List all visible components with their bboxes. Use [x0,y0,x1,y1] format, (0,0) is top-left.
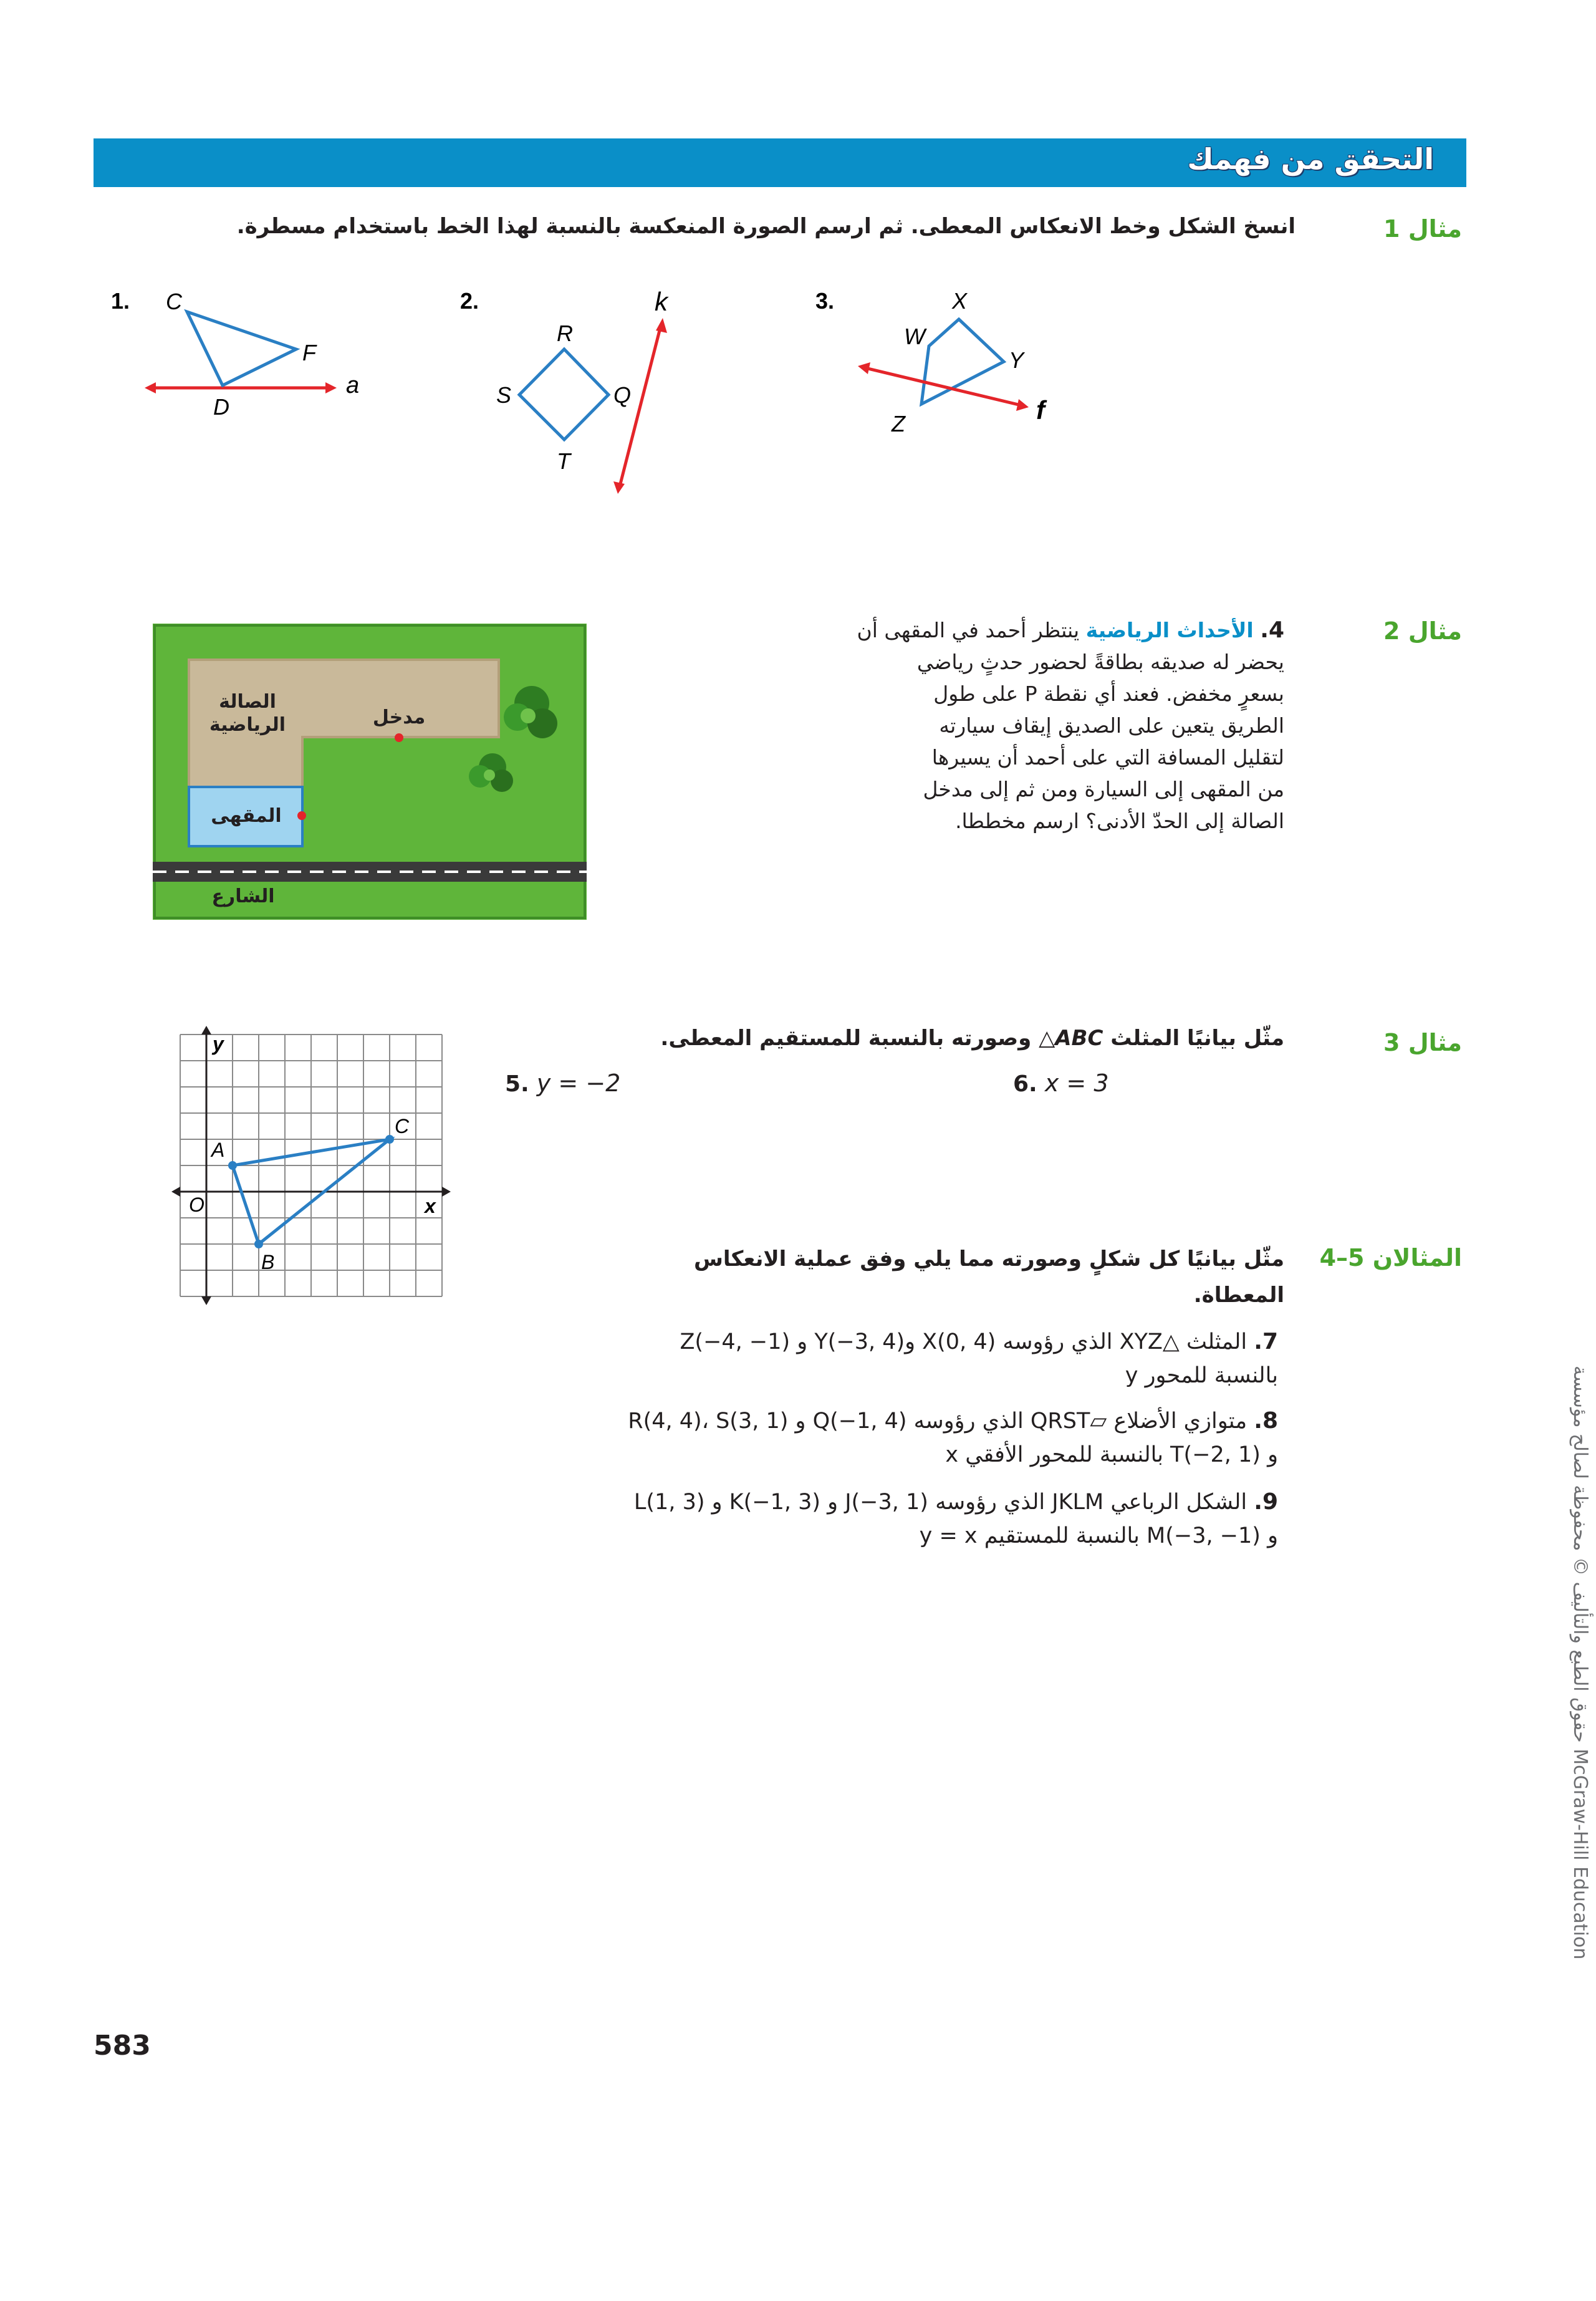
problem-4-line-1: ينتظر أحمد في المقهى أن [857,618,1080,642]
axis-label-x: x [425,1195,436,1217]
figure-2 [455,281,704,505]
x-axis-arrow-left [171,1187,180,1197]
exercise-6-number: 6. [1013,1071,1037,1097]
example-45-label: المثالان 5–4 [1319,1244,1462,1271]
label-entrance: مدخل [372,707,426,728]
arrowhead-bottom [613,481,625,494]
problem-4-number: 4. [1260,617,1284,643]
x-axis-arrow-right [442,1187,451,1197]
exercise-6-equation: x = 3 [1044,1069,1109,1097]
figure-2-number: 2. [460,288,479,314]
label-W: W [904,324,925,349]
example-1-instruction: انسخ الشكل وخط الانعكاس المعطى. ثم ارسم الصورة المنعكسة بالنسبة لهذا الخط باستخدام مسطرة. [236,214,1296,239]
label-hall-line-1: الصالة [219,692,276,712]
exercise-5 [505,1069,620,1097]
vertex-C [385,1135,394,1144]
problem-4-keyword: الأحداث الرياضية [1085,618,1254,642]
problem-4-line-4: الطريق يتعين على الصديق إيقاف سيارته [939,713,1284,738]
label-R: R [557,321,573,346]
instruction-line-1: مثّل بيانيًا كل شكلٍ وصورته مما يلي وفق عملية الانعكاس [693,1247,1284,1271]
label-Q: Q [613,382,632,408]
exercise-9-line-2: و M(−3, −1) بالنسبة للمستقيم y = x [919,1523,1278,1548]
label-cafe: المقهى [211,806,282,826]
example-2-label: مثال 2 [1383,617,1462,645]
label-f: f [1036,395,1045,425]
cafe-point [297,811,306,820]
problem-4-line-5: لتقليل المسافة التي على أحمد أن يسيرها [931,745,1284,769]
label-street: الشارع [211,886,275,907]
entrance-point [395,733,403,742]
exercise-8 [530,1404,1278,1472]
label-a: a [346,372,360,398]
grid-lines [180,1035,442,1296]
label-S: S [496,382,512,408]
exercise-8-line-2: و T(−2, 1) بالنسبة للمحور الأفقي x [945,1442,1278,1467]
section-title: التحقق من فهمك [1187,142,1434,176]
y-axis-arrow-up [201,1026,211,1035]
coordinate-graph [178,1032,452,1306]
arrowhead-left [858,362,870,374]
problem-4-line-2: يحضر له صديقه بطاقةً لحضور حدثٍ رياضي [916,650,1284,674]
exercise-8-line-1: متوازي الأضلاع ▱QRST الذي رؤوسه Q(−1, 4) و R(4, 4)، S(3, 1) [628,1409,1247,1434]
problem-4-line-7: الصالة إلى الحدّ الأدنى؟ ارسم مخططا. [955,809,1284,833]
map-illustration [153,624,587,920]
exercise-9 [530,1485,1278,1553]
vertex-label-B: B [261,1251,275,1273]
instruction-line-2: المعطاة. [1193,1283,1284,1308]
copyright-text: حقوق الطبع والتأليف © محفوظة لصالح مؤسسة McGraw-Hill Education [1569,1366,1591,1960]
example-45-instruction [661,1241,1284,1313]
example-3-instruction [660,1026,1284,1051]
vertex-label-A: A [211,1139,225,1161]
problem-4-line-6: من المقهى إلى السيارة ومن ثم إلى مدخل [923,777,1284,801]
label-T: T [557,448,570,474]
exercise-7-number: 7. [1254,1329,1278,1354]
label-D: D [213,394,229,420]
label-X: X [952,288,968,314]
arrowhead-right [325,382,337,393]
copyright-side-note [1566,1366,1591,2301]
instruction-triangle: △ABC [1039,1026,1103,1051]
triangle-CFD [187,312,296,385]
figure-1 [106,281,393,424]
exercise-8-number: 8. [1254,1408,1278,1434]
example-2-problem [723,614,1284,837]
square-RSQT [519,349,608,440]
reflection-line-f [865,368,1021,405]
label-Y: Y [1009,347,1024,373]
arrowhead-left [145,382,156,393]
figure-3-number: 3. [815,288,835,314]
exercise-5-equation: y = −2 [536,1069,621,1097]
origin-label: O [189,1194,204,1216]
y-axis-arrow-down [201,1296,211,1305]
vertex-label-C: C [395,1115,410,1137]
arrowhead-right [1016,399,1029,411]
exercise-7-line-2: بالنسبة للمحور y [1125,1363,1278,1388]
figure-1-number: 1. [111,288,130,314]
section-banner [94,138,1466,187]
example-3-label: مثال 3 [1383,1029,1462,1056]
figure-3 [810,281,1085,449]
exercise-6 [1013,1069,1109,1097]
arrowhead-top [656,318,667,333]
example-1-label: مثال 1 [1383,215,1462,243]
label-Z: Z [892,411,905,437]
exercise-7 [530,1325,1278,1392]
instruction-pre: مثّل بيانيًا المثلث [1110,1026,1284,1051]
label-k: k [655,287,668,316]
page-number: 583 [94,2030,151,2062]
problem-4-text [723,614,1284,837]
exercise-5-number: 5. [505,1071,529,1097]
problem-4-line-3: بسعرٍ مخفض. فعند أي نقطة P على طول [933,682,1284,706]
axis-label-y: y [213,1033,224,1055]
vertex-B [254,1240,263,1248]
exercise-9-number: 9. [1254,1489,1278,1515]
instruction-post: وصورته بالنسبة للمستقيم المعطى. [660,1026,1032,1051]
label-F: F [302,340,316,365]
label-C: C [166,289,182,314]
vertex-A [228,1161,237,1170]
label-hall-line-2: الرياضية [209,715,286,735]
exercise-9-line-1: الشكل الرباعي JKLM الذي رؤوسه J(−3, 1) و K(−1, 3) و L(1, 3) [633,1490,1247,1515]
exercise-7-line-1: المثلث △XYZ الذي رؤوسه X(0, 4) وY(−3, 4) و Z(−4, −1) [680,1329,1247,1354]
